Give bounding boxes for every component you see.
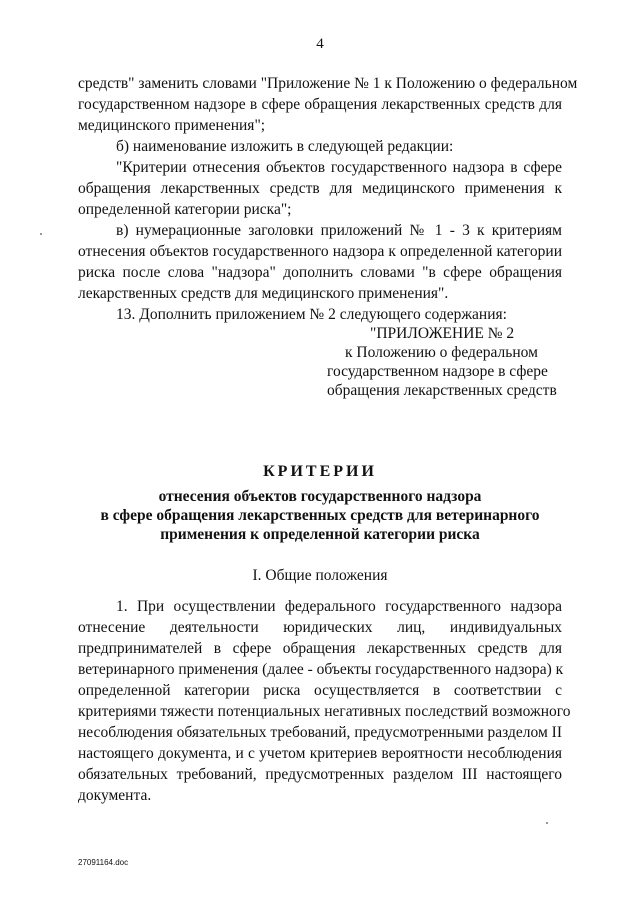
text-line: медицинского применения";: [78, 117, 266, 134]
criteria-subtitle-line: применения к определенной категории риска: [160, 526, 480, 543]
text-line: 1. При осуществлении федерального государственного надзора: [116, 598, 562, 615]
text-line: отнесение деятельности юридических лиц, индивидуальных: [78, 619, 562, 636]
text-line: критериями тяжести потенциальных негативных последствий возможного: [78, 703, 571, 720]
text-line: обращения лекарственных средств для медицинского применения к: [78, 180, 562, 197]
criteria-subtitle-line: в сфере обращения лекарственных средств для ветеринарного: [100, 507, 540, 524]
text-line: настоящего документа, и с учетом критериев вероятности несоблюдения: [78, 745, 562, 762]
text-line: ветеринарного применения (далее - объекты государственного надзора) к: [78, 661, 564, 678]
appendix-line: государственном надзоре в сфере: [327, 363, 548, 380]
text-line: определенной категории риска осуществляется в соответствии с: [78, 682, 562, 699]
footer-filename: 27091164.doc: [78, 858, 129, 867]
text-line: 13. Дополнить приложением № 2 следующего содержания:: [116, 306, 507, 323]
text-line: в) нумерационные заголовки приложений № 1 - 3 к критериям: [116, 222, 562, 239]
appendix-title: "ПРИЛОЖЕНИЕ № 2: [370, 325, 515, 342]
text-line: предпринимателей в сфере обращения лекарственных средств для: [78, 640, 562, 657]
scan-speck: [546, 822, 548, 824]
appendix-line: обращения лекарственных средств: [327, 382, 557, 399]
text-line: "Критерии отнесения объектов государственного надзора в сфере: [116, 159, 562, 176]
text-line: несоблюдения обязательных требований, предусмотренными разделом II: [78, 724, 562, 741]
text-line: б) наименование изложить в следующей редакции:: [116, 138, 454, 155]
section-title: I. Общие положения: [252, 567, 388, 584]
page-number: 4: [316, 36, 324, 52]
text-line: государственном надзоре в сфере обращения лекарственных средств для: [78, 96, 562, 113]
text-line: определенной категории риска";: [78, 201, 292, 218]
text-line: средств" заменить словами "Приложение № 1 к Положению о федеральном: [78, 75, 578, 92]
appendix-line: к Положению о федеральном: [345, 344, 538, 361]
text-line: отнесения объектов государственного надзора к определенной категории: [78, 243, 562, 260]
text-line: документа.: [78, 787, 152, 804]
scan-speck: [40, 233, 42, 235]
text-line: обязательных требований, предусмотренных разделом III настоящего: [78, 766, 562, 783]
criteria-subtitle-line: отнесения объектов государственного надзора: [158, 488, 482, 505]
text-line: лекарственных средств для медицинского применения".: [78, 285, 449, 302]
text-line: риска после слова "надзора" дополнить словами "в сфере обращения: [78, 264, 562, 281]
criteria-title: КРИТЕРИИ: [263, 463, 377, 480]
